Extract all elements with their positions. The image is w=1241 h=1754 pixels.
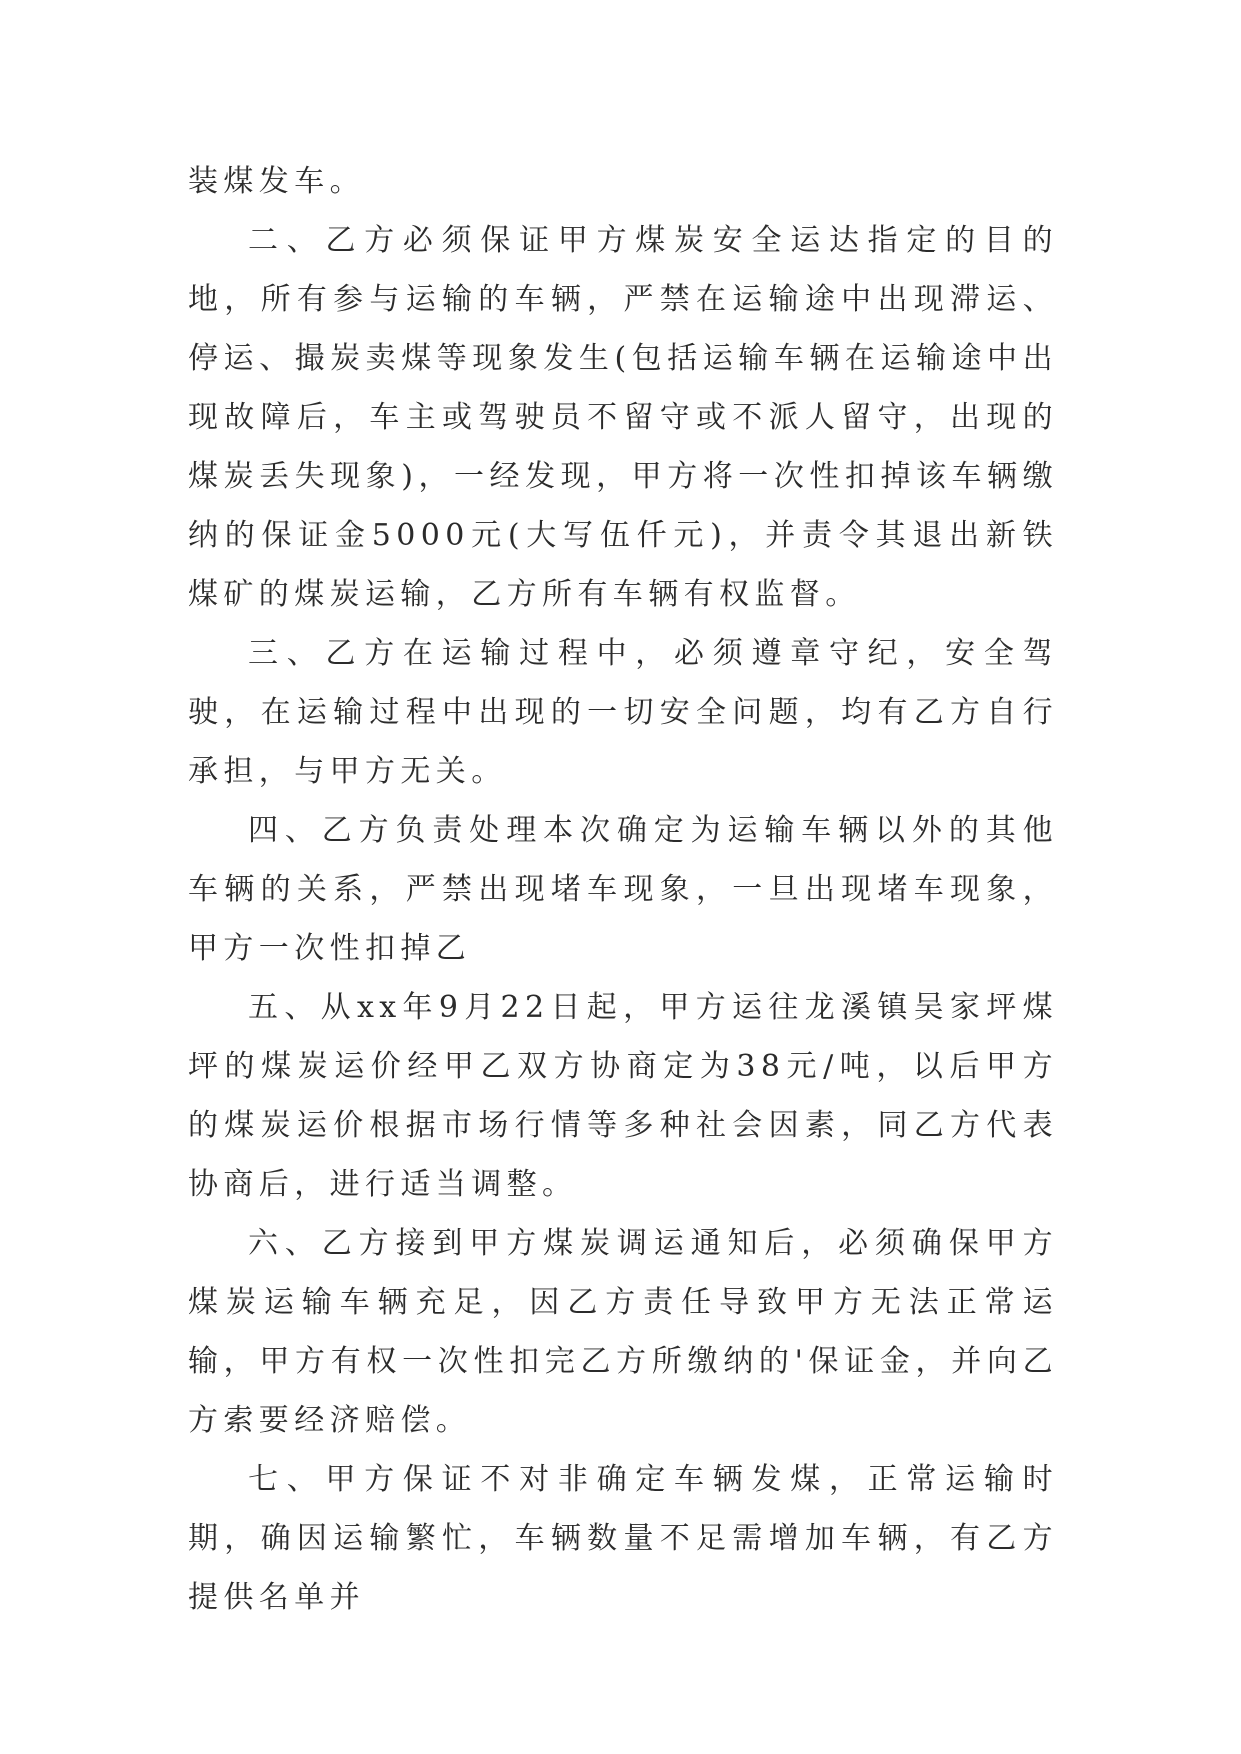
paragraph-clause-3: 三、乙方在运输过程中，必须遵章守纪，安全驾驶，在运输过程中出现的一切安全问题，均有乙方自行承担，与甲方无关。 [188, 636, 1058, 789]
document-body [188, 152, 1058, 1627]
paragraph-clause-6: 六、乙方接到甲方煤炭调运通知后，必须确保甲方煤炭运输车辆充足，因乙方责任导致甲方无法正常运输，甲方有权一次性扣完乙方所缴纳的'保证金，并向乙方索要经济赔偿。 [188, 1226, 1058, 1438]
paragraph-clause-2: 二、乙方必须保证甲方煤炭安全运达指定的目的地，所有参与运输的车辆，严禁在运输途中出现滞运、停运、撮炭卖煤等现象发生(包括运输车辆在运输途中出现故障后，车主或驾驶员不留守或不派人留守，出现的煤炭丢失现象)，一经发现，甲方将一次性扣掉该车辆缴纳的保证金5000元(大写伍仟元)，并责令其退出新铁煤矿的煤炭运输，乙方所有车辆有权监督。 [188, 223, 1058, 612]
paragraph-clause-5: 五、从xx年9月22日起，甲方运往龙溪镇吴家坪煤坪的煤炭运价经甲乙双方协商定为38元/吨，以后甲方的煤炭运价根据市场行情等多种社会因素，同乙方代表协商后，进行适当调整。 [188, 990, 1058, 1202]
paragraph-continuation: 装煤发车。 [188, 164, 365, 199]
paragraph-clause-4: 四、乙方负责处理本次确定为运输车辆以外的其他车辆的关系，严禁出现堵车现象，一旦出现堵车现象，甲方一次性扣掉乙 [188, 813, 1058, 966]
paragraph-clause-7: 七、甲方保证不对非确定车辆发煤，正常运输时期，确因运输繁忙，车辆数量不足需增加车辆，有乙方提供名单并 [188, 1462, 1058, 1615]
